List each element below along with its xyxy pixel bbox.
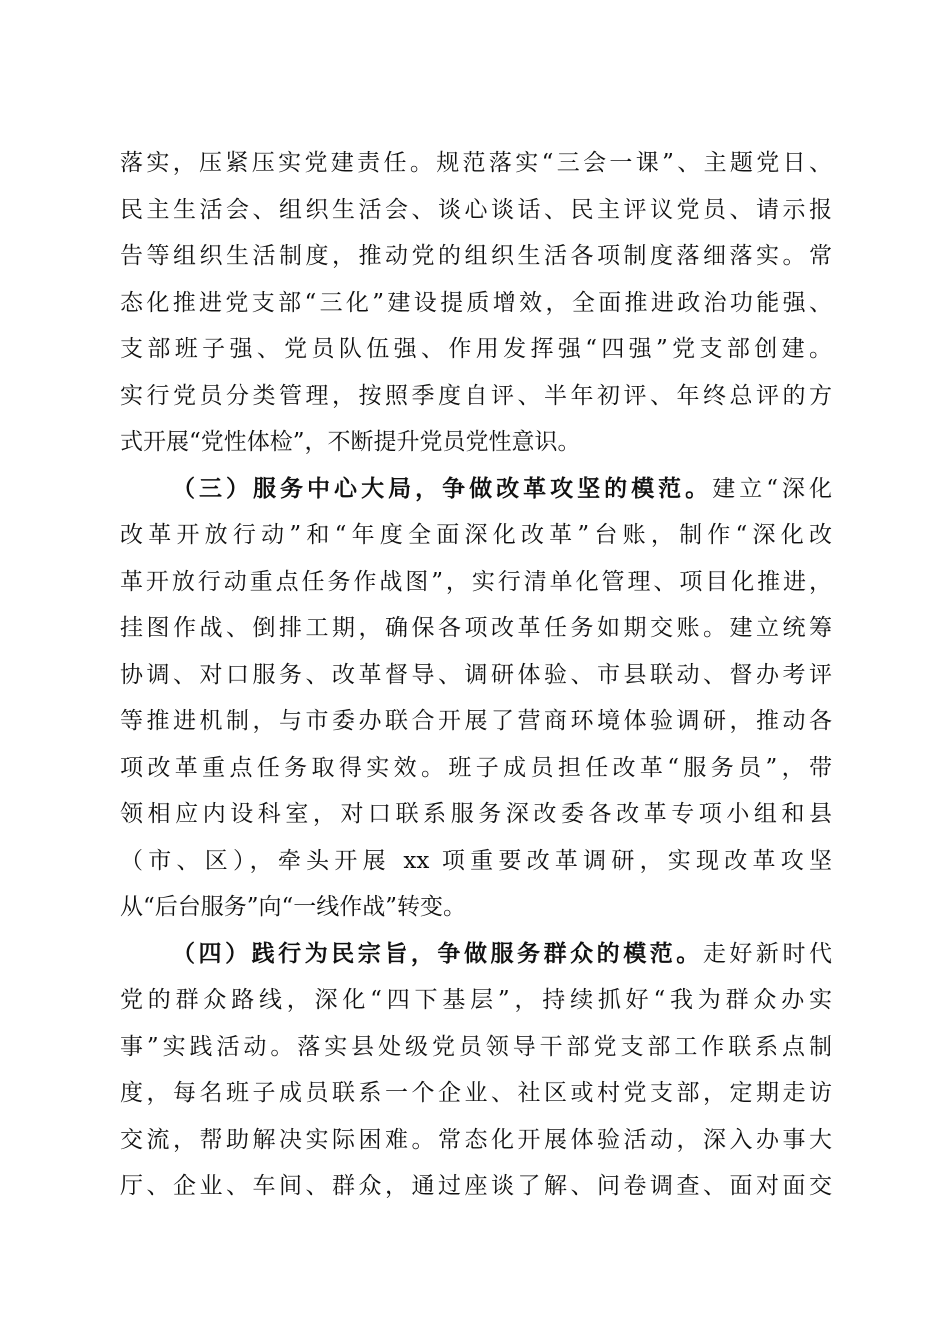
- paragraph-first-line: [120, 466, 832, 513]
- paragraph-2: [120, 466, 832, 931]
- paragraph-3: [120, 931, 832, 1210]
- text-line: 等推进机制，与市委办联合开展了营商环境体验调研，推动各: [120, 708, 832, 734]
- text-line: 交流，帮助解决实际困难。常态化开展体验活动，深入办事大: [120, 1126, 832, 1153]
- text-line: 挂图作战、倒排工期，确保各项改革任务如期交账。建立统筹: [120, 615, 832, 641]
- text-line: 实行党员分类管理，按照季度自评、半年初评、年终总评的方: [120, 382, 832, 409]
- text-line: 领相应内设科室，对口联系服务深改委各改革专项小组和县: [120, 801, 832, 827]
- section-heading: （四）践行为民宗旨，争做服务群众的模范。: [172, 939, 703, 967]
- text-line: 落实，压紧压实党建责任。规范落实“三会一课”、主题党日、: [120, 150, 832, 176]
- text-line: 告等组织生活制度，推动党的组织生活各项制度落细落实。常: [120, 243, 832, 269]
- text-span: 建立“深化: [712, 475, 833, 502]
- text-line: 态化推进党支部“三化”建设提质增效，全面推进政治功能强、: [120, 289, 832, 316]
- text-line: 事”实践活动。落实县处级党员领导干部党支部工作联系点制: [120, 1033, 832, 1060]
- text-line: 革开放行动重点任务作战图”，实行清单化管理、项目化推进，: [120, 568, 832, 595]
- text-line: 党的群众路线，深化“四下基层”，持续抓好“我为群众办实: [120, 987, 832, 1013]
- section-heading: （三）服务中心大局，争做改革攻坚的模范。: [172, 474, 713, 502]
- text-line: 协调、对口服务、改革督导、调研体验、市县联动、督办考评: [120, 661, 832, 688]
- document-body: [120, 140, 832, 1210]
- text-line: 从“后台服务”向“一线作战”转变。: [120, 894, 467, 920]
- text-span: 走好新时代: [702, 940, 833, 967]
- text-line: 改革开放行动”和“年度全面深化改革”台账，制作“深化改: [120, 522, 832, 548]
- text-line: 厅、企业、车间、群众，通过座谈了解、问卷调查、面对面交: [120, 1173, 832, 1199]
- text-line: 民主生活会、组织生活会、谈心谈话、民主评议党员、请示报: [120, 196, 832, 223]
- text-line: 度，每名班子成员联系一个企业、社区或村党支部，定期走访: [120, 1080, 832, 1106]
- text-line: 项改革重点任务取得实效。班子成员担任改革“服务员”，带: [120, 754, 832, 781]
- text-line: 支部班子强、党员队伍强、作用发挥强“四强”党支部创建。: [120, 336, 832, 362]
- paragraph-first-line: [120, 931, 832, 978]
- text-line: 式开展“党性体检”，不断提升党员党性意识。: [120, 429, 581, 455]
- paragraph-1: [120, 140, 832, 466]
- text-line: （市、区），牵头开展 xx 项重要改革调研，实现改革攻坚: [120, 847, 832, 874]
